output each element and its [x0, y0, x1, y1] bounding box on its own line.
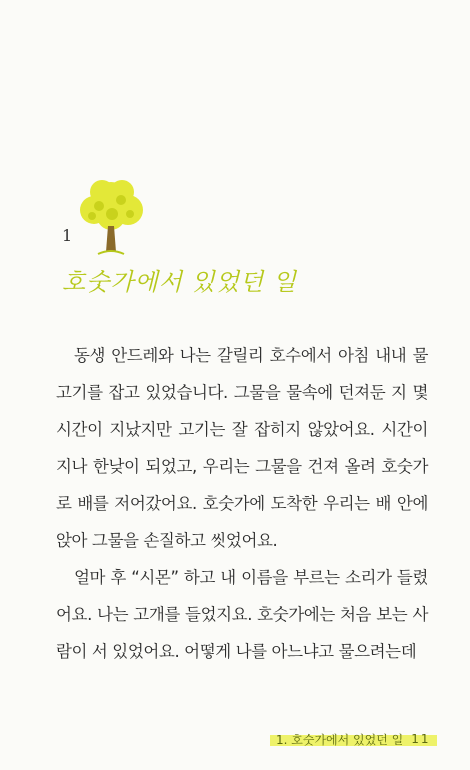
- tree-illustration: [72, 176, 150, 260]
- chapter-title: 호숫가에서 있었던 일: [62, 268, 297, 296]
- running-footer: [270, 729, 437, 749]
- running-title: 1. 호숫가에서 있었던 일: [276, 732, 404, 747]
- page-number: 11: [411, 732, 431, 746]
- paragraph: 동생 안드레와 나는 갈릴리 호수에서 아침 내내 물고기를 잡고 있었습니다. 그물을 물속에 던져둔 지 몇 시간이 지났지만 고기는 잘 잡히지 않았어요. 시간이 지나 한낮이 되었고, 우리는 그물을 건져 올려 호숫가로 배를 저어갔어요. 호숫가에 도착한 우리는 배 안에 앉아 그물을 손질하고 씻었어요.: [56, 346, 428, 550]
- paragraph: 얼마 후 “시몬” 하고 내 이름을 부르는 소리가 들렸어요. 나는 고개를 들었지요. 호숫가에는 처음 보는 사람이 서 있었어요. 어떻게 나를 아느냐고 물으려는데: [56, 568, 428, 661]
- chapter-number: 1: [62, 226, 73, 245]
- body-text: [56, 337, 428, 670]
